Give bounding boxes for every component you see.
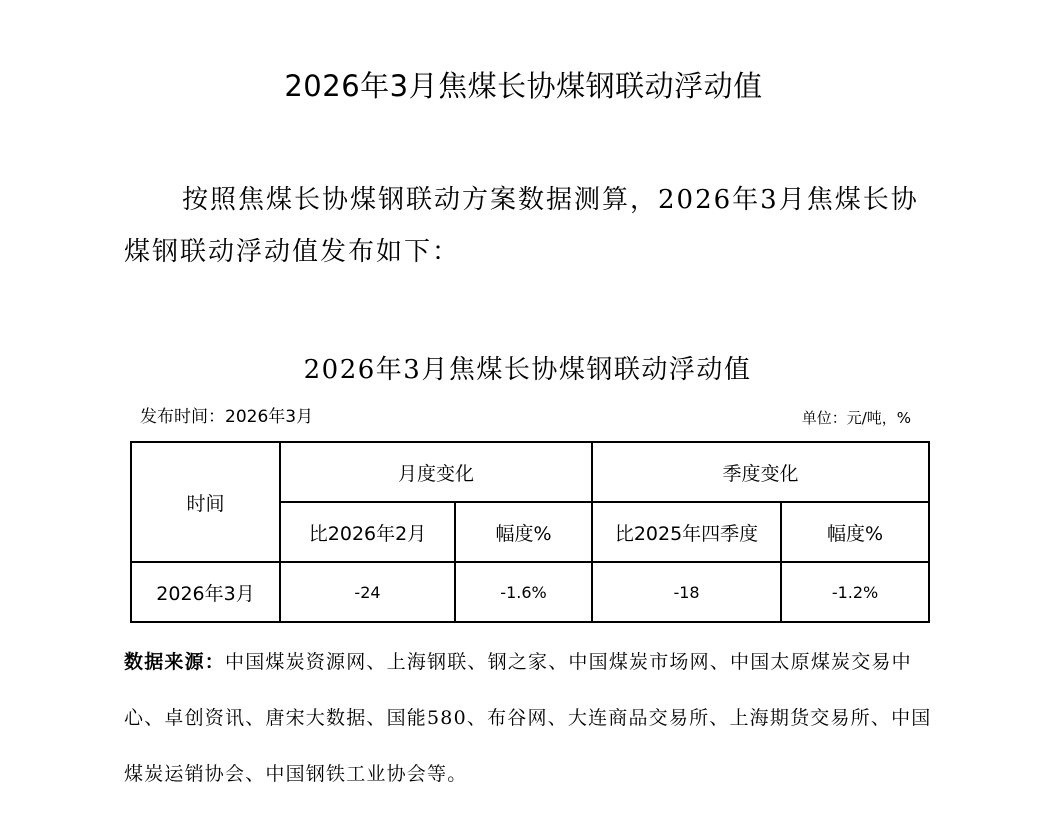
header-quarterly-compare: 比2025年四季度 [592,502,781,562]
row-monthly-rate: -1.6% [455,562,592,622]
header-time: 时间 [131,442,280,562]
unit-label: 单位：元/吨，% [801,409,911,427]
header-quarterly-change: 季度变化 [592,442,929,502]
row-monthly-compare: -24 [280,562,455,622]
header-monthly-change: 月度变化 [280,442,592,502]
row-quarterly-rate: -1.2% [781,562,929,622]
header-monthly-rate: 幅度% [455,502,592,562]
publish-time-value: 2026年3月 [225,407,314,427]
table-row [131,562,929,622]
header-quarterly-rate: 幅度% [781,502,929,562]
table-title: 2026年3月焦煤长协煤钢联动浮动值 [303,355,752,385]
header-monthly-compare: 比2026年2月 [280,502,455,562]
publish-time [140,404,313,430]
data-source [124,634,936,802]
publish-time-label: 发布时间： [140,407,225,427]
data-source-text: 中国煤炭资源网、上海钢联、钢之家、中国煤炭市场网、中国太原煤炭交易中心、卓创资讯、唐宋大数据、国能580、布谷网、大连商品交易所、上海期货交易所、中国煤炭运销协会、中国钢铁工业协会等。 [124,651,932,785]
row-quarterly-compare: -18 [592,562,781,622]
document-title: 2026年3月焦煤长协煤钢联动浮动值 [284,69,763,103]
row-time: 2026年3月 [131,562,280,622]
data-source-label: 数据来源： [124,651,226,673]
intro-paragraph: 按照焦煤长协煤钢联动方案数据测算，2026年3月焦煤长协煤钢联动浮动值发布如下： [124,185,919,267]
float-value-table [130,441,930,623]
